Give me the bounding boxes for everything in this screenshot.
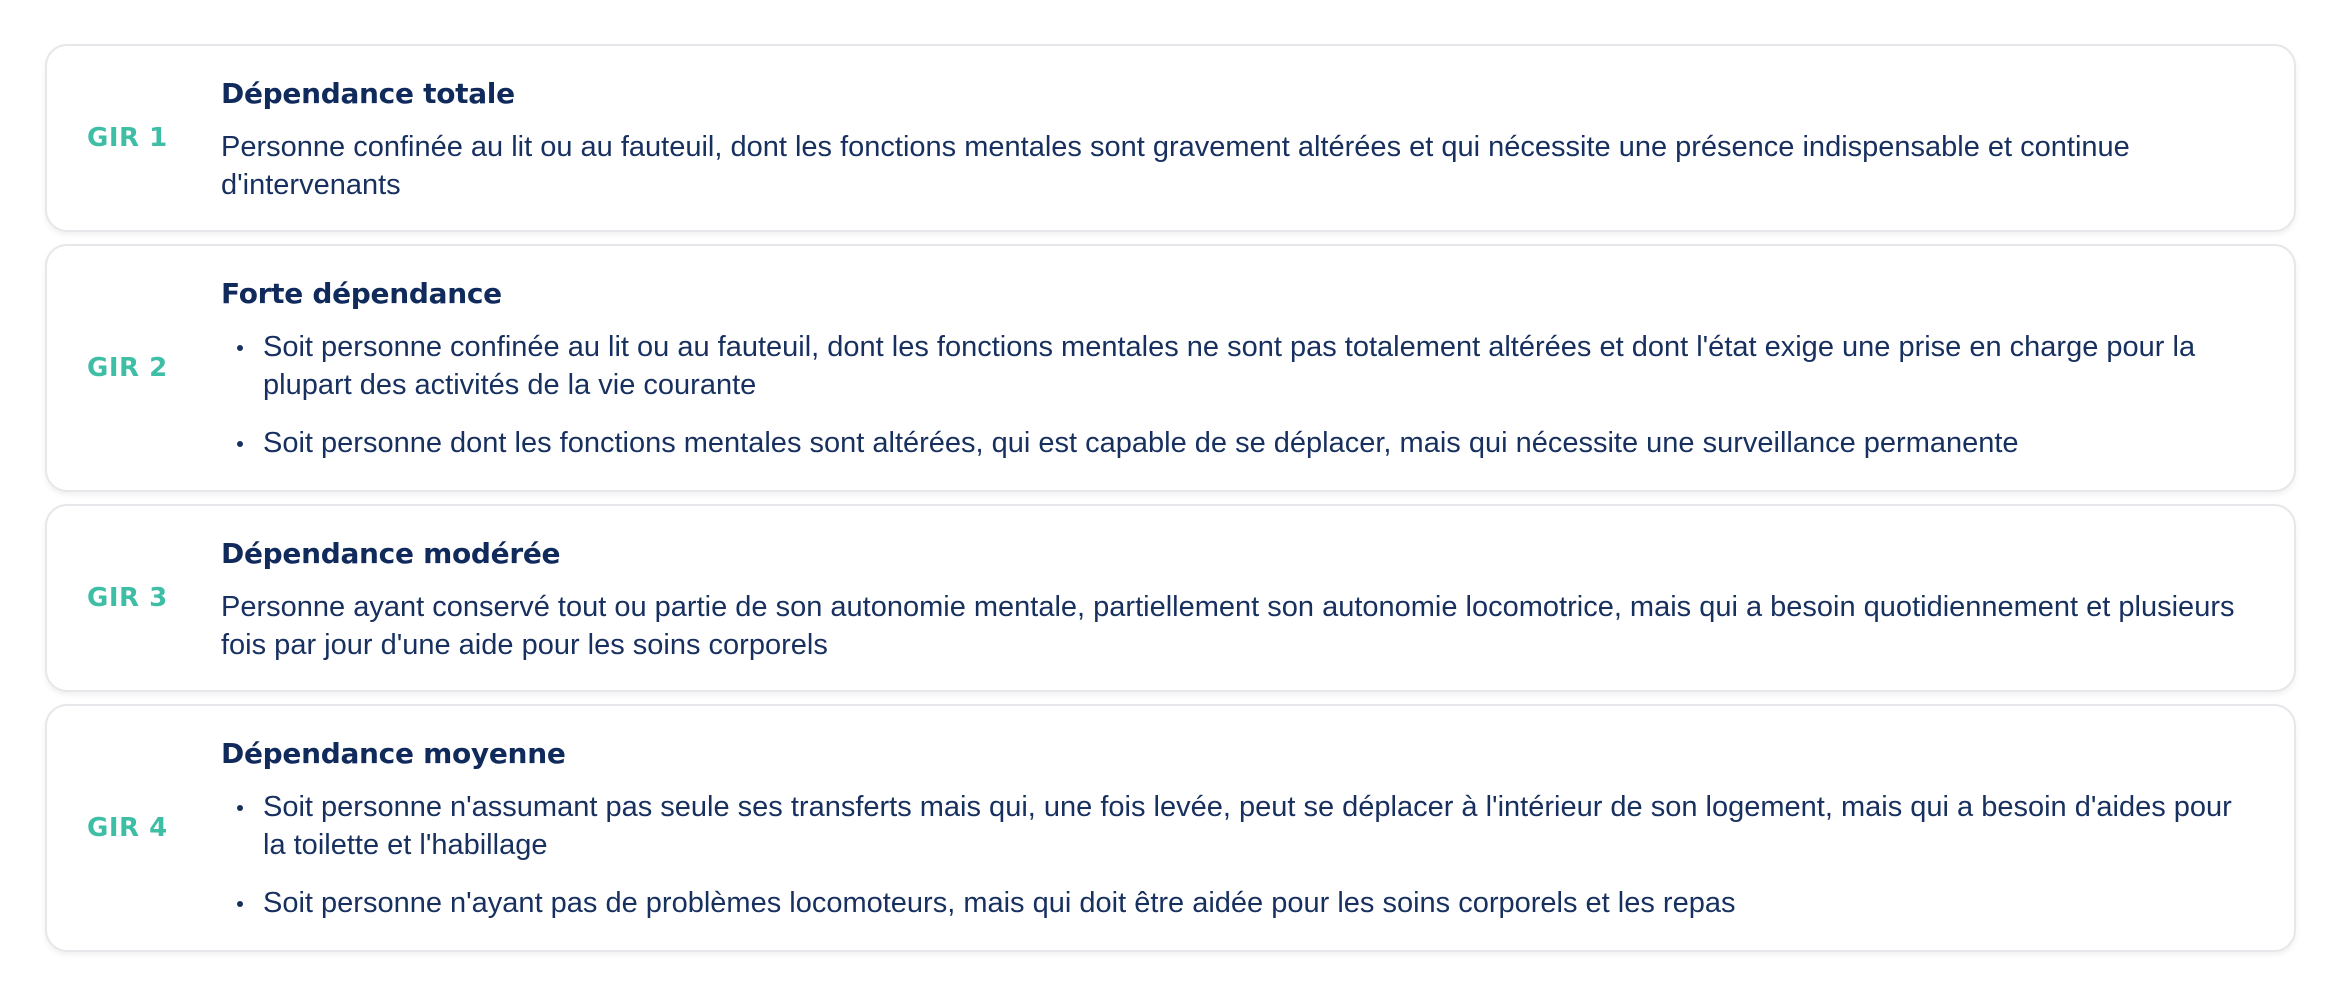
gir-list: [45, 44, 2296, 964]
gir-bullet-list: [221, 788, 2254, 922]
gir-code: GIR 2: [87, 353, 168, 383]
gir-card-4: [45, 704, 2296, 952]
gir-card-1: [45, 44, 2296, 232]
gir-content: [221, 76, 2254, 204]
gir-bullet-item: Soit personne dont les fonctions mentales sont altérées, qui est capable de se déplacer, mais qui nécessite une surveillance permanente: [221, 424, 2254, 462]
gir-content: [221, 276, 2254, 462]
gir-code: GIR 1: [87, 123, 168, 153]
gir-code: GIR 3: [87, 583, 168, 613]
gir-card-3: [45, 504, 2296, 692]
gir-content: [221, 536, 2254, 664]
gir-title: Dépendance totale: [221, 77, 515, 110]
gir-description: Personne ayant conservé tout ou partie de son autonomie mentale, partiellement son autonomie locomotrice, mais qui a besoin quotidiennement et plusieurs fois par jour d'une aide pour les soins corporels: [221, 591, 2235, 661]
gir-title: Dépendance moyenne: [221, 737, 566, 770]
gir-bullet-item: Soit personne n'ayant pas de problèmes locomoteurs, mais qui doit être aidée pour les soins corporels et les repas: [221, 884, 2254, 922]
gir-content: [221, 736, 2254, 922]
gir-title: Dépendance modérée: [221, 537, 561, 570]
gir-card-2: [45, 244, 2296, 492]
gir-code: GIR 4: [87, 813, 168, 843]
gir-bullet-item: Soit personne confinée au lit ou au fauteuil, dont les fonctions mentales ne sont pas totalement altérées et dont l'état exige une prise en charge pour la plupart des activités de la vie courante: [221, 328, 2254, 404]
gir-bullet-list: [221, 328, 2254, 462]
gir-description: Personne confinée au lit ou au fauteuil, dont les fonctions mentales sont gravement altérées et qui nécessite une présence indispensable et continue d'intervenants: [221, 131, 2130, 201]
gir-title: Forte dépendance: [221, 277, 502, 310]
gir-bullet-item: Soit personne n'assumant pas seule ses transferts mais qui, une fois levée, peut se déplacer à l'intérieur de son logement, mais qui a besoin d'aides pour la toilette et l'habillage: [221, 788, 2254, 864]
